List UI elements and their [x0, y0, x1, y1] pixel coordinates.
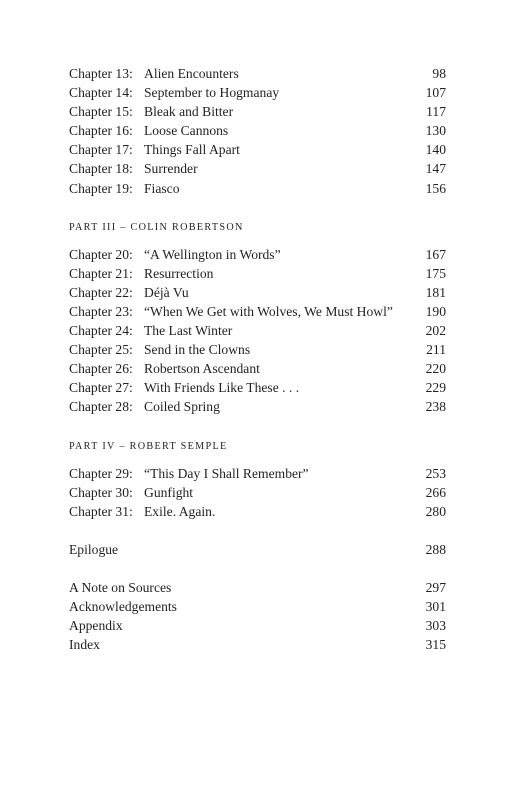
toc-entry-note-on-sources[interactable]: [69, 578, 446, 597]
entry-title: Index: [69, 637, 100, 653]
toc-entry-chapter-31[interactable]: [69, 502, 446, 521]
toc-entry-chapter-22[interactable]: [69, 283, 446, 302]
page-number: 130: [425, 123, 446, 139]
toc-entry-chapter-20[interactable]: [69, 245, 446, 264]
toc-section-part-ii-continued: [69, 64, 446, 198]
chapter-label: Chapter 28:: [69, 399, 133, 415]
page-number: 211: [426, 342, 446, 358]
toc-entry-chapter-29[interactable]: [69, 464, 446, 483]
chapter-title: “When We Get with Wolves, We Must Howl”: [144, 303, 393, 319]
chapter-title: With Friends Like These . . .: [144, 380, 300, 396]
chapter-title: Send in the Clowns: [144, 342, 251, 358]
chapter-label: Chapter 15:: [69, 104, 133, 120]
part-heading: PART III – COLIN ROBERTSON: [69, 221, 244, 233]
toc-entry-chapter-16[interactable]: [69, 121, 446, 140]
chapter-title: Bleak and Bitter: [144, 104, 234, 120]
page-number: 117: [426, 104, 446, 120]
toc-entry-acknowledgements[interactable]: [69, 597, 446, 616]
chapter-title: Alien Encounters: [144, 66, 239, 81]
chapter-label: Chapter 23:: [69, 303, 133, 319]
chapter-label: Chapter 31:: [69, 503, 133, 519]
chapter-label: Chapter 13:: [69, 66, 133, 81]
toc-entry-chapter-21[interactable]: [69, 264, 446, 283]
chapter-title: Resurrection: [144, 265, 214, 281]
toc-section-back-matter: [69, 578, 446, 654]
chapter-title: Robertson Ascendant: [144, 361, 260, 377]
chapter-label: Chapter 21:: [69, 265, 133, 281]
chapter-label: Chapter 29:: [69, 465, 133, 481]
part-heading: PART IV – ROBERT SEMPLE: [69, 440, 228, 452]
page-number: 297: [425, 579, 446, 595]
page-number: 175: [425, 265, 446, 281]
chapter-label: Chapter 20:: [69, 246, 133, 262]
toc-entry-epilogue[interactable]: [69, 540, 446, 559]
chapter-title: “A Wellington in Words”: [144, 246, 281, 262]
page-number: 229: [425, 380, 446, 396]
spacer: [69, 417, 446, 437]
toc-entry-chapter-17[interactable]: [69, 140, 446, 159]
chapter-label: Chapter 22:: [69, 284, 133, 300]
page-number: 315: [425, 637, 446, 653]
entry-title: Acknowledgements: [69, 598, 177, 614]
chapter-title: Coiled Spring: [144, 399, 220, 415]
chapter-label: Chapter 19:: [69, 180, 133, 196]
page-number: 266: [425, 484, 446, 500]
entry-title: Appendix: [69, 618, 123, 634]
chapter-title: The Last Winter: [144, 323, 233, 339]
spacer: [69, 198, 446, 218]
toc-entry-chapter-18[interactable]: [69, 159, 446, 178]
page-number: 253: [425, 465, 446, 481]
page-number: 156: [425, 180, 446, 196]
toc-entry-index[interactable]: [69, 635, 446, 654]
chapter-title: September to Hogmanay: [144, 85, 280, 101]
spacer: [69, 521, 446, 540]
page-number: 303: [425, 618, 446, 634]
entry-title: A Note on Sources: [69, 579, 172, 595]
spacer: [69, 237, 446, 245]
chapter-label: Chapter 18:: [69, 161, 133, 177]
chapter-title: “This Day I Shall Remember”: [144, 465, 309, 481]
toc-entry-chapter-27[interactable]: [69, 378, 446, 397]
page-number: 202: [425, 323, 446, 339]
toc-entry-chapter-23[interactable]: [69, 302, 446, 321]
spacer: [69, 559, 446, 578]
page-number: 220: [425, 361, 446, 377]
page-number: 167: [425, 246, 446, 262]
page-number: 147: [425, 161, 446, 177]
toc-entry-chapter-30[interactable]: [69, 483, 446, 502]
page-number: 98: [432, 66, 446, 81]
table-of-contents: [69, 64, 446, 654]
spacer: [69, 456, 446, 464]
toc-section-part-iv: [69, 437, 446, 521]
chapter-label: Chapter 24:: [69, 323, 133, 339]
chapter-title: Exile. Again.: [144, 503, 216, 519]
toc-entry-chapter-24[interactable]: [69, 321, 446, 340]
chapter-label: Chapter 17:: [69, 142, 133, 158]
toc-entry-chapter-14[interactable]: [69, 83, 446, 102]
toc-entry-appendix[interactable]: [69, 616, 446, 635]
entry-title: Epilogue: [69, 541, 119, 557]
chapter-title: Gunfight: [144, 484, 194, 500]
page-number: 181: [425, 284, 446, 300]
toc-entry-chapter-25[interactable]: [69, 340, 446, 359]
page-number: 238: [425, 399, 446, 415]
page-number: 140: [425, 142, 446, 158]
page-number: 301: [425, 598, 446, 614]
toc-entry-chapter-13[interactable]: [69, 64, 446, 83]
chapter-label: Chapter 30:: [69, 484, 133, 500]
page-number: 280: [425, 503, 446, 519]
page-number: 288: [425, 541, 446, 557]
chapter-label: Chapter 27:: [69, 380, 133, 396]
chapter-title: Surrender: [144, 161, 198, 177]
chapter-label: Chapter 25:: [69, 342, 133, 358]
chapter-title: Loose Cannons: [144, 123, 229, 139]
chapter-title: Déjà Vu: [144, 284, 189, 300]
toc-entry-chapter-19[interactable]: [69, 179, 446, 198]
toc-entry-chapter-15[interactable]: [69, 102, 446, 121]
toc-section-part-iii: [69, 218, 446, 417]
chapter-label: Chapter 26:: [69, 361, 133, 377]
page-number: 107: [425, 85, 446, 101]
chapter-title: Fiasco: [144, 180, 180, 196]
chapter-title: Things Fall Apart: [144, 142, 240, 158]
page-number: 190: [425, 303, 446, 319]
chapter-label: Chapter 16:: [69, 123, 133, 139]
toc-entry-chapter-28[interactable]: [69, 397, 446, 416]
chapter-label: Chapter 14:: [69, 85, 133, 101]
toc-entry-chapter-26[interactable]: [69, 359, 446, 378]
